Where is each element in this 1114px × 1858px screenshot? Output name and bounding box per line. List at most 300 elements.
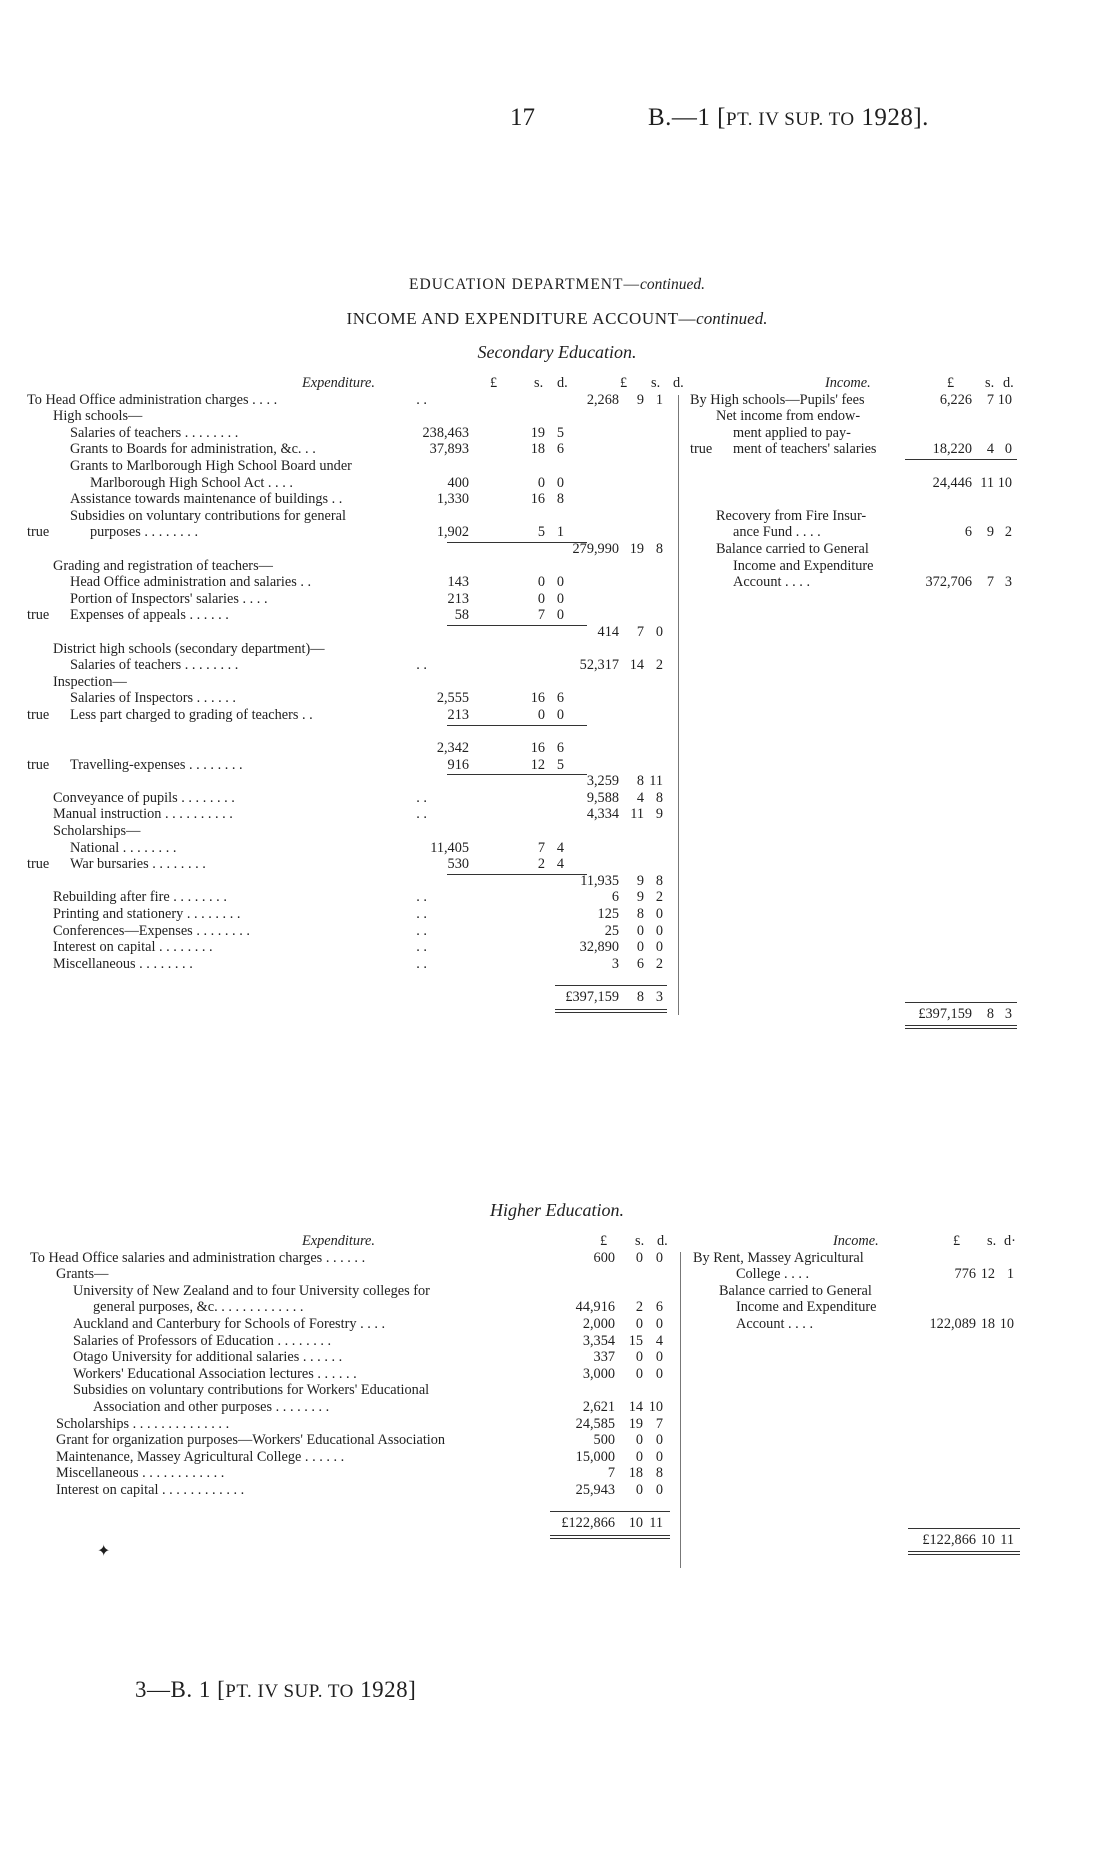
reference-small: PT. IV SUP. TO	[726, 109, 855, 130]
sec-exp-label: Head Office administration and salaries . .	[70, 574, 312, 591]
sec-exp-a3: 1	[556, 524, 564, 541]
hi-exp-v2: 14	[628, 1398, 643, 1415]
sec-exp-label: Travelling-expenses . . . . . . . .	[70, 756, 243, 773]
hi-inc-label: Balance carried to General	[719, 1282, 872, 1299]
sec-exp-a1: 1,902	[436, 524, 469, 541]
sec-exp-a3: 0	[556, 607, 564, 624]
sec-exp-b3: 19	[629, 540, 644, 557]
sec-exp-b4: 9	[655, 806, 663, 823]
hi-exp-v2: 0	[635, 1365, 643, 1382]
sec-exp-b2: 279,990	[572, 540, 619, 557]
sec-exp-b2: 4,334	[586, 806, 619, 823]
sec-exp-a3: 4	[556, 856, 564, 873]
hi-exp-total-row	[30, 1515, 690, 1532]
sec-inc-v3: 10	[997, 391, 1012, 408]
sec-exp-row	[27, 873, 687, 890]
hi-inc-v3: 1	[1006, 1266, 1014, 1283]
sec-exp-a2: 7	[537, 839, 545, 856]
sec-exp-a1: 58	[454, 607, 469, 624]
hi-exp-total-shillings: 10	[628, 1515, 643, 1532]
hi-exp-v3: 0	[655, 1432, 663, 1449]
sec-exp-a3: 6	[556, 740, 564, 757]
sec-exp-label: Printing and stationery . . . . . . . .	[53, 906, 241, 922]
sec-exp-label: District high schools (secondary department)—	[53, 640, 325, 657]
hi-inc-total-rule	[908, 1528, 1020, 1529]
sec-inc-row	[690, 425, 1020, 442]
department-heading	[0, 276, 1114, 294]
sec-exp-b2: 2,268	[586, 391, 619, 408]
sec-exp-a1: 400	[447, 474, 469, 491]
sec-exp-total-pence: 3	[655, 989, 663, 1006]
hi-exp-row	[30, 1482, 690, 1499]
sec-exp-b3: 9	[636, 391, 644, 408]
income-header: Income.	[825, 375, 871, 391]
sec-exp-row	[27, 757, 687, 774]
sec-exp-row	[27, 591, 687, 608]
hi-exp-v3: 7	[655, 1415, 663, 1432]
col-pence: d.	[557, 375, 568, 391]
sec-inc-row	[690, 475, 1020, 492]
hi-inc-row	[693, 1316, 1023, 1333]
sec-exp-b3: 8	[636, 906, 644, 922]
sec-exp-b1: . .	[416, 657, 427, 674]
sec-exp-row	[27, 558, 687, 575]
sec-inc-total-pence: 3	[1004, 1005, 1012, 1022]
sec-exp-row	[27, 889, 687, 906]
inc-col-pounds: £	[947, 375, 955, 391]
hi-inc-row	[693, 1266, 1023, 1283]
sec-exp-a1: 238,463	[422, 424, 469, 441]
hi-exp-label: Salaries of Professors of Education . . . . . . . .	[73, 1332, 332, 1349]
heading-continued: continued.	[696, 309, 768, 328]
hi-exp-v3: 0	[655, 1349, 663, 1366]
sec-exp-a3: 0	[556, 474, 564, 491]
sec-exp-a3: 6	[556, 441, 564, 458]
sec-exp-b3: 9	[636, 872, 644, 889]
sec-exp-label: Marlborough High School Act . . . .	[90, 474, 293, 491]
sec-exp-b4: 2	[655, 889, 663, 906]
sec-exp-row	[27, 491, 687, 508]
hi-inc-total-pence: 11	[1000, 1531, 1014, 1548]
sec-inc-label: Balance carried to General	[716, 540, 869, 557]
sec-exp-row	[27, 856, 687, 873]
sec-exp-b2: 3,259	[586, 773, 619, 790]
sec-exp-a1: 916	[447, 756, 469, 773]
heading-main: INCOME AND EXPENDITURE ACCOUNT—	[346, 309, 697, 328]
sec-exp-row	[27, 723, 687, 740]
sec-exp-b1: . .	[416, 806, 427, 823]
hi-exp-label: University of New Zealand and to four University colleges for	[73, 1282, 430, 1299]
sec-exp-label: Scholarships—	[53, 823, 141, 840]
sec-exp-row	[27, 475, 687, 492]
sec-inc-label: Income and Expenditure	[733, 557, 874, 574]
hi-exp-v3: 8	[655, 1465, 663, 1482]
hi-exp-label: Association and other purposes . . . . . . . .	[93, 1398, 330, 1415]
hi-exp-row	[30, 1399, 690, 1416]
sec-inc-row	[690, 558, 1020, 575]
sec-exp-row	[27, 806, 687, 823]
hi-exp-label: Subsidies on voluntary contributions for Workers' Educational	[73, 1382, 430, 1399]
sec-exp-b1: . .	[416, 906, 427, 922]
sec-exp-b1: . .	[416, 939, 427, 956]
hi-exp-v3: 0	[655, 1481, 663, 1498]
sec-exp-a3: 5	[556, 424, 564, 441]
sec-exp-a2: 0	[537, 706, 545, 723]
sec-exp-rule_a: true	[27, 607, 50, 624]
hi-exp-double-rule	[550, 1535, 670, 1539]
col-pounds: £	[490, 375, 498, 391]
sec-exp-b3: 14	[629, 657, 644, 674]
sec-exp-b3: 8	[636, 773, 644, 790]
sec-exp-b3: 6	[636, 955, 644, 972]
sec-exp-b3: 9	[636, 889, 644, 906]
sec-exp-label: National . . . . . . . .	[70, 839, 177, 856]
hi-exp-v1: 24,585	[575, 1415, 615, 1432]
reference-prefix: B.—1 [	[648, 104, 726, 131]
sec-exp-a2: 16	[530, 740, 545, 757]
hi-exp-v2: 19	[628, 1415, 643, 1432]
sec-exp-row	[27, 408, 687, 425]
higher-expenditure-header-label: Expenditure.	[302, 1233, 375, 1249]
sec-exp-b4: 0	[655, 623, 663, 640]
sec-exp-a2: 19	[530, 424, 545, 441]
sec-exp-row	[27, 906, 687, 923]
hi-exp-label: general purposes, &c. . . . . . . . . . . . .	[93, 1299, 304, 1316]
sec-exp-double-rule	[555, 1009, 667, 1013]
sec-exp-rule_a: true	[27, 524, 50, 541]
sec-exp-label: Manual instruction . . . . . . . . . .	[53, 806, 233, 823]
hi-exp-v3: 0	[655, 1365, 663, 1382]
sec-exp-row	[27, 641, 687, 658]
reference-year: 1928].	[861, 104, 929, 131]
sec-inc-row	[690, 458, 1020, 475]
hi-exp-total-pence: 11	[649, 1515, 663, 1532]
hi-exp-v3: 6	[655, 1299, 663, 1316]
sec-inc-label: Recovery from Fire Insur-	[716, 507, 867, 524]
hi-exp-v1: 600	[593, 1249, 615, 1266]
hi-inc-v2: 12	[980, 1266, 995, 1283]
sec-exp-row	[27, 740, 687, 757]
sec-exp-b1: . .	[416, 955, 427, 972]
sec-exp-a1: 1,330	[436, 491, 469, 508]
sec-exp-label: Grants to Boards for administration, &c. . .	[70, 441, 316, 458]
sec-exp-b4: 0	[655, 922, 663, 939]
sec-exp-a3: 6	[556, 690, 564, 707]
inc-col-shillings: s.	[985, 375, 995, 391]
heading-main: EDUCATION DEPARTMENT—	[409, 276, 640, 293]
sec-exp-b3: 11	[630, 806, 644, 823]
hi-exp-v2: 0	[635, 1481, 643, 1498]
hi-exp-row	[30, 1432, 690, 1449]
sec-exp-a2: 0	[537, 590, 545, 607]
stray-mark: ✦	[97, 1543, 111, 1560]
hi-inc-col-pence: d·	[1004, 1233, 1016, 1249]
col-shillings: s.	[534, 375, 544, 391]
sec-exp-row	[27, 674, 687, 691]
col-shillings-2: s.	[651, 375, 661, 391]
hi-exp-v2: 0	[635, 1315, 643, 1332]
sec-inc-row	[690, 441, 1020, 458]
sec-inc-label: Net income from endow-	[716, 408, 861, 425]
hi-exp-v1: 2,621	[582, 1398, 615, 1415]
sec-exp-a3: 4	[556, 839, 564, 856]
sec-exp-b3: 0	[636, 939, 644, 956]
secondary-income-table	[690, 375, 1020, 1022]
hi-exp-v1: 25,943	[575, 1481, 615, 1498]
hi-inc-label: College . . . .	[736, 1266, 810, 1283]
sec-exp-a2: 2	[537, 856, 545, 873]
hi-exp-v1: 500	[593, 1432, 615, 1449]
sec-inc-label: ment of teachers' salaries	[733, 441, 877, 458]
hi-exp-label: Auckland and Canterbury for Schools of Forestry . . . .	[73, 1315, 386, 1332]
hi-exp-row	[30, 1299, 690, 1316]
hi-exp-v3: 0	[655, 1448, 663, 1465]
sec-exp-row	[27, 690, 687, 707]
sec-exp-a2: 5	[537, 524, 545, 541]
sec-exp-row	[27, 956, 687, 973]
hi-exp-v3: 4	[655, 1332, 663, 1349]
hi-exp-label: Grants—	[56, 1266, 109, 1283]
sec-inc-row	[690, 524, 1020, 541]
sec-exp-a3: 0	[556, 574, 564, 591]
sec-exp-rule_a: true	[27, 856, 50, 873]
sec-exp-row	[27, 707, 687, 724]
sec-exp-label: Salaries of teachers . . . . . . . .	[70, 657, 239, 674]
sec-inc-label: ance Fund . . . .	[733, 524, 821, 541]
hi-exp-label: Scholarships . . . . . . . . . . . . . .	[56, 1415, 230, 1432]
inc-col-pence: d.	[1003, 375, 1014, 391]
hi-inc-v1: 776	[954, 1266, 976, 1283]
sec-inc-v2: 9	[986, 524, 994, 541]
hi-inc-row	[693, 1299, 1023, 1316]
sec-exp-b4: 8	[655, 540, 663, 557]
sec-exp-a1: 213	[447, 590, 469, 607]
hi-exp-total-rule	[550, 1511, 670, 1512]
sec-exp-b2: 125	[597, 906, 619, 922]
hi-exp-row	[30, 1333, 690, 1350]
sec-exp-a1: 2,342	[436, 740, 469, 757]
sec-exp-row	[27, 773, 687, 790]
hi-inc-v3: 10	[999, 1315, 1014, 1332]
sec-exp-b3: 4	[636, 789, 644, 806]
hi-inc-row	[693, 1283, 1023, 1300]
sec-inc-row	[690, 392, 1020, 409]
hi-inc-total-pounds: £122,866	[922, 1531, 976, 1548]
sec-exp-a2: 16	[530, 690, 545, 707]
sec-exp-b2: 6	[611, 889, 619, 906]
sec-inc-total-pounds: £397,159	[918, 1005, 972, 1022]
sec-inc-row	[690, 541, 1020, 558]
sec-inc-row	[690, 508, 1020, 525]
hi-exp-v1: 7	[607, 1465, 615, 1482]
secondary-expenditure-table	[27, 375, 687, 1006]
hi-inc-col-shillings: s.	[987, 1233, 997, 1249]
sec-exp-label: Portion of Inspectors' salaries . . . .	[70, 590, 268, 607]
hi-exp-v1: 3,000	[582, 1365, 615, 1382]
sec-inc-rule: true	[690, 441, 713, 458]
sec-inc-v1: 372,706	[925, 574, 972, 591]
sec-exp-label: Less part charged to grading of teachers . .	[70, 706, 313, 723]
sec-inc-v3: 10	[997, 474, 1012, 491]
hi-exp-row	[30, 1366, 690, 1383]
sec-exp-a1: 37,893	[429, 441, 469, 458]
sec-inc-v3: 0	[1004, 441, 1012, 458]
secondary-education-title: Secondary Education.	[477, 342, 637, 362]
hi-exp-row	[30, 1465, 690, 1482]
sec-exp-b3: 7	[636, 623, 644, 640]
hi-inc-v2: 18	[980, 1315, 995, 1332]
sec-exp-row	[27, 392, 687, 409]
sec-exp-b4: 11	[649, 773, 663, 790]
sec-exp-a3: 0	[556, 590, 564, 607]
sec-exp-b4: 1	[655, 391, 663, 408]
sec-exp-b2: 11,935	[580, 872, 619, 889]
hi-exp-total-pounds: £122,866	[561, 1515, 615, 1532]
sec-exp-b4: 2	[655, 955, 663, 972]
sec-exp-a3: 5	[556, 756, 564, 773]
sec-exp-total-shillings: 8	[636, 989, 644, 1006]
hi-exp-v2: 0	[635, 1448, 643, 1465]
hi-exp-row	[30, 1283, 690, 1300]
sec-exp-row	[27, 823, 687, 840]
sec-inc-total-rule	[905, 1002, 1017, 1003]
hi-col-pence: d.	[657, 1233, 668, 1249]
hi-col-pounds: £	[600, 1233, 608, 1249]
footer-small: PT. IV SUP. TO	[225, 1681, 354, 1702]
document-reference	[648, 104, 929, 132]
sec-inc-label: ment applied to pay-	[733, 424, 851, 441]
hi-exp-row	[30, 1266, 690, 1283]
sec-exp-row	[27, 790, 687, 807]
sec-exp-row	[27, 508, 687, 525]
hi-exp-label: Maintenance, Massey Agricultural College . . . . . .	[56, 1448, 345, 1465]
sec-exp-row	[27, 939, 687, 956]
sec-exp-a1: 143	[447, 574, 469, 591]
page-number: 17	[510, 104, 535, 131]
higher-expenditure-table	[30, 1233, 690, 1532]
hi-exp-v1: 2,000	[582, 1315, 615, 1332]
sec-exp-b4: 0	[655, 939, 663, 956]
higher-column-divider	[680, 1252, 681, 1568]
sec-exp-label: Interest on capital . . . . . . . .	[53, 939, 213, 956]
hi-exp-label: To Head Office salaries and administration charges . . . . . .	[30, 1249, 366, 1266]
sec-exp-b2: 3	[611, 955, 619, 972]
sec-exp-label: Expenses of appeals . . . . . .	[70, 607, 229, 624]
sec-exp-b1: . .	[416, 889, 427, 906]
sec-exp-a1: 2,555	[436, 690, 469, 707]
sec-exp-label: Assistance towards maintenance of buildings . .	[70, 491, 343, 508]
sec-exp-b2: 414	[597, 623, 619, 640]
sec-exp-b2: 52,317	[579, 657, 619, 674]
sec-inc-v2: 11	[980, 474, 994, 491]
hi-exp-v3: 0	[655, 1249, 663, 1266]
sec-exp-a2: 0	[537, 574, 545, 591]
sec-exp-row	[27, 657, 687, 674]
hi-inc-label: Income and Expenditure	[736, 1299, 877, 1316]
sec-inc-row	[690, 408, 1020, 425]
hi-exp-v2: 2	[635, 1299, 643, 1316]
hi-inc-label: By Rent, Massey Agricultural	[693, 1249, 864, 1266]
footer-signature	[135, 1677, 416, 1703]
sec-exp-rule_a: true	[27, 756, 50, 773]
sec-exp-b4: 0	[655, 906, 663, 922]
higher-income-header-label: Income.	[833, 1233, 879, 1249]
hi-exp-v2: 0	[635, 1432, 643, 1449]
sec-exp-row	[27, 574, 687, 591]
hi-exp-v2: 18	[628, 1465, 643, 1482]
higher-education-title: Higher Education.	[490, 1200, 624, 1220]
sec-exp-a3: 8	[556, 491, 564, 508]
sec-inc-total-row	[690, 1006, 1020, 1023]
hi-exp-row	[30, 1382, 690, 1399]
hi-inc-row	[693, 1250, 1023, 1267]
sec-exp-label: purposes . . . . . . . .	[90, 524, 199, 541]
sec-inc-v1: 6,226	[939, 391, 972, 408]
sec-exp-total-rule	[555, 985, 667, 986]
sec-exp-label: Salaries of Inspectors . . . . . .	[70, 690, 236, 707]
sec-exp-a1: 213	[447, 706, 469, 723]
hi-inc-v1: 122,089	[929, 1315, 976, 1332]
hi-exp-v1: 3,354	[582, 1332, 615, 1349]
higher-expenditure-header	[30, 1233, 690, 1250]
sec-exp-label: Conferences—Expenses . . . . . . . .	[53, 922, 250, 939]
hi-exp-row	[30, 1416, 690, 1433]
sec-exp-total-row	[27, 989, 687, 1006]
sec-inc-row	[690, 574, 1020, 591]
sec-exp-row	[27, 425, 687, 442]
hi-exp-v1: 337	[593, 1349, 615, 1366]
sec-exp-rule_a: true	[27, 706, 50, 723]
sec-inc-v2: 4	[986, 441, 994, 458]
hi-exp-v1: 44,916	[575, 1299, 615, 1316]
hi-exp-v1: 15,000	[575, 1448, 615, 1465]
higher-income-table	[693, 1233, 1023, 1548]
sec-exp-row	[27, 524, 687, 541]
sec-exp-label: Conveyance of pupils . . . . . . . .	[53, 789, 235, 806]
sec-exp-b4: 8	[655, 872, 663, 889]
sec-exp-label: To Head Office administration charges . . . .	[27, 391, 278, 408]
hi-inc-label: Account . . . .	[736, 1315, 814, 1332]
sec-exp-row	[27, 441, 687, 458]
hi-exp-v2: 0	[635, 1249, 643, 1266]
sec-exp-label: Inspection—	[53, 673, 127, 690]
sec-exp-label: Miscellaneous . . . . . . . .	[53, 955, 193, 972]
hi-exp-label: Otago University for additional salaries . . . . . .	[73, 1349, 343, 1366]
hi-inc-total-row	[693, 1532, 1023, 1549]
sec-exp-b2: 25	[604, 922, 619, 939]
heading-continued: continued.	[639, 276, 705, 293]
hi-inc-col-pounds: £	[953, 1233, 961, 1249]
sec-inc-row	[690, 491, 1020, 508]
sec-inc-v3: 3	[1004, 574, 1012, 591]
sec-inc-v2: 7	[986, 574, 994, 591]
sec-exp-row	[27, 607, 687, 624]
hi-exp-row	[30, 1250, 690, 1267]
sec-inc-v1: 6	[964, 524, 972, 541]
sec-exp-b4: 8	[655, 789, 663, 806]
sec-exp-row	[27, 458, 687, 475]
sec-exp-a2: 0	[537, 474, 545, 491]
hi-exp-row	[30, 1449, 690, 1466]
sec-exp-label: Subsidies on voluntary contributions for general	[70, 507, 346, 524]
col-pence-2: d.	[673, 375, 684, 391]
sec-exp-label: War bursaries . . . . . . . .	[70, 856, 206, 873]
sec-exp-a1: 11,405	[430, 839, 469, 856]
sec-exp-a2: 18	[530, 441, 545, 458]
sec-inc-label: Account . . . .	[733, 574, 811, 591]
expenditure-header: Expenditure.	[302, 375, 375, 391]
hi-exp-v2: 15	[628, 1332, 643, 1349]
